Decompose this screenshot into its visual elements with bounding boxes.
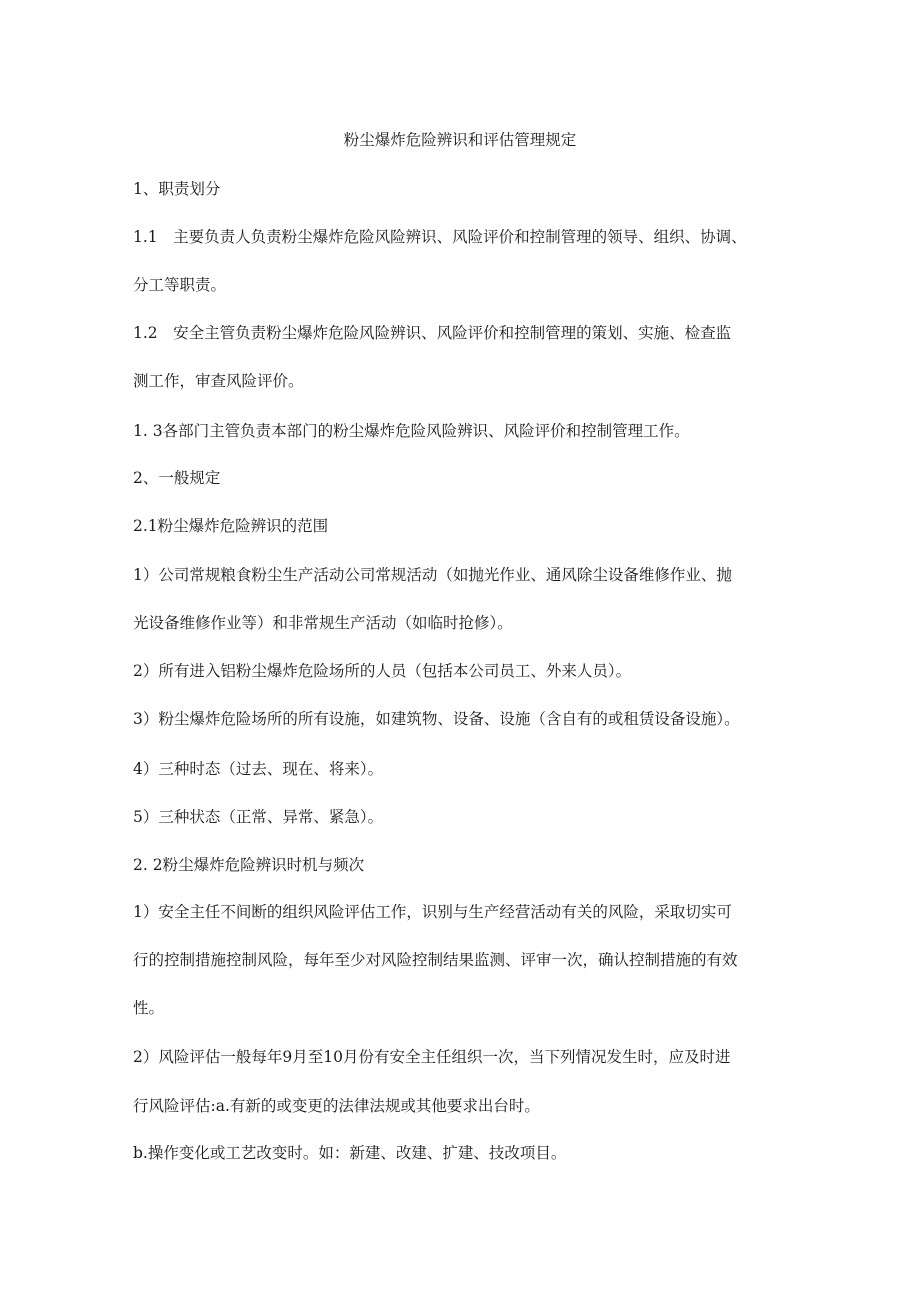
text-line: 行的控制措施控制风险，每年至少对风险控制结果监测、评审一次，确认控制措施的有效 [133,951,738,969]
text-line: 1.2 安全主管负责粉尘爆炸危险风险辨识、风险评价和控制管理的策划、实施、检查监 [133,324,732,342]
text-line: 2）风险评估一般每年9月至10月份有安全主任组织一次，当下列情况发生时，应及时进 [133,1048,731,1066]
text-line: 性。 [133,999,165,1017]
text-line: 1.1 主要负责人负责粉尘爆炸危险风险辨识、风险评价和控制管理的领导、组织、协调、 [133,228,747,246]
text-line: 1）安全主任不间断的组织风险评估工作，识别与生产经营活动有关的风险，采取切实可 [133,903,732,921]
text-line: 1、职责划分 [133,180,221,198]
text-line: 2）所有进入铝粉尘爆炸危险场所的人员（包括本公司员工、外来人员）。 [133,662,632,680]
text-line: 1. 3各部门主管负责本部门的粉尘爆炸危险风险辨识、风险评价和控制管理工作。 [133,422,690,440]
text-line: 2、一般规定 [133,469,221,487]
text-line: 光设备维修作业等）和非常规生产活动（如临时抢修）。 [133,614,513,632]
text-line: 分工等职责。 [133,276,227,294]
text-line: 行风险评估:a.有新的或变更的法律法规或其他要求出台时。 [133,1097,540,1115]
text-line: 2.1粉尘爆炸危险辨识的范围 [133,517,329,535]
text-line: b.操作变化或工艺改变时。如：新建、改建、扩建、技改项目。 [133,1144,567,1162]
text-line: 4）三种时态（过去、现在、将来）。 [133,760,384,778]
text-line: 3）粉尘爆炸危险场所的所有设施，如建筑物、设备、设施（含自有的或租赁设备设施）。 [133,710,740,728]
text-line: 2. 2粉尘爆炸危险辨识时机与频次 [133,856,365,874]
text-line: 测工作，审查风险评价。 [133,372,304,390]
document-title: 粉尘爆炸危险辨识和评估管理规定 [343,131,577,149]
text-line: 5）三种状态（正常、异常、紧急）。 [133,808,384,826]
text-line: 1）公司常规粮食粉尘生产活动公司常规活动（如抛光作业、通风除尘设备维修作业、抛 [133,566,732,584]
